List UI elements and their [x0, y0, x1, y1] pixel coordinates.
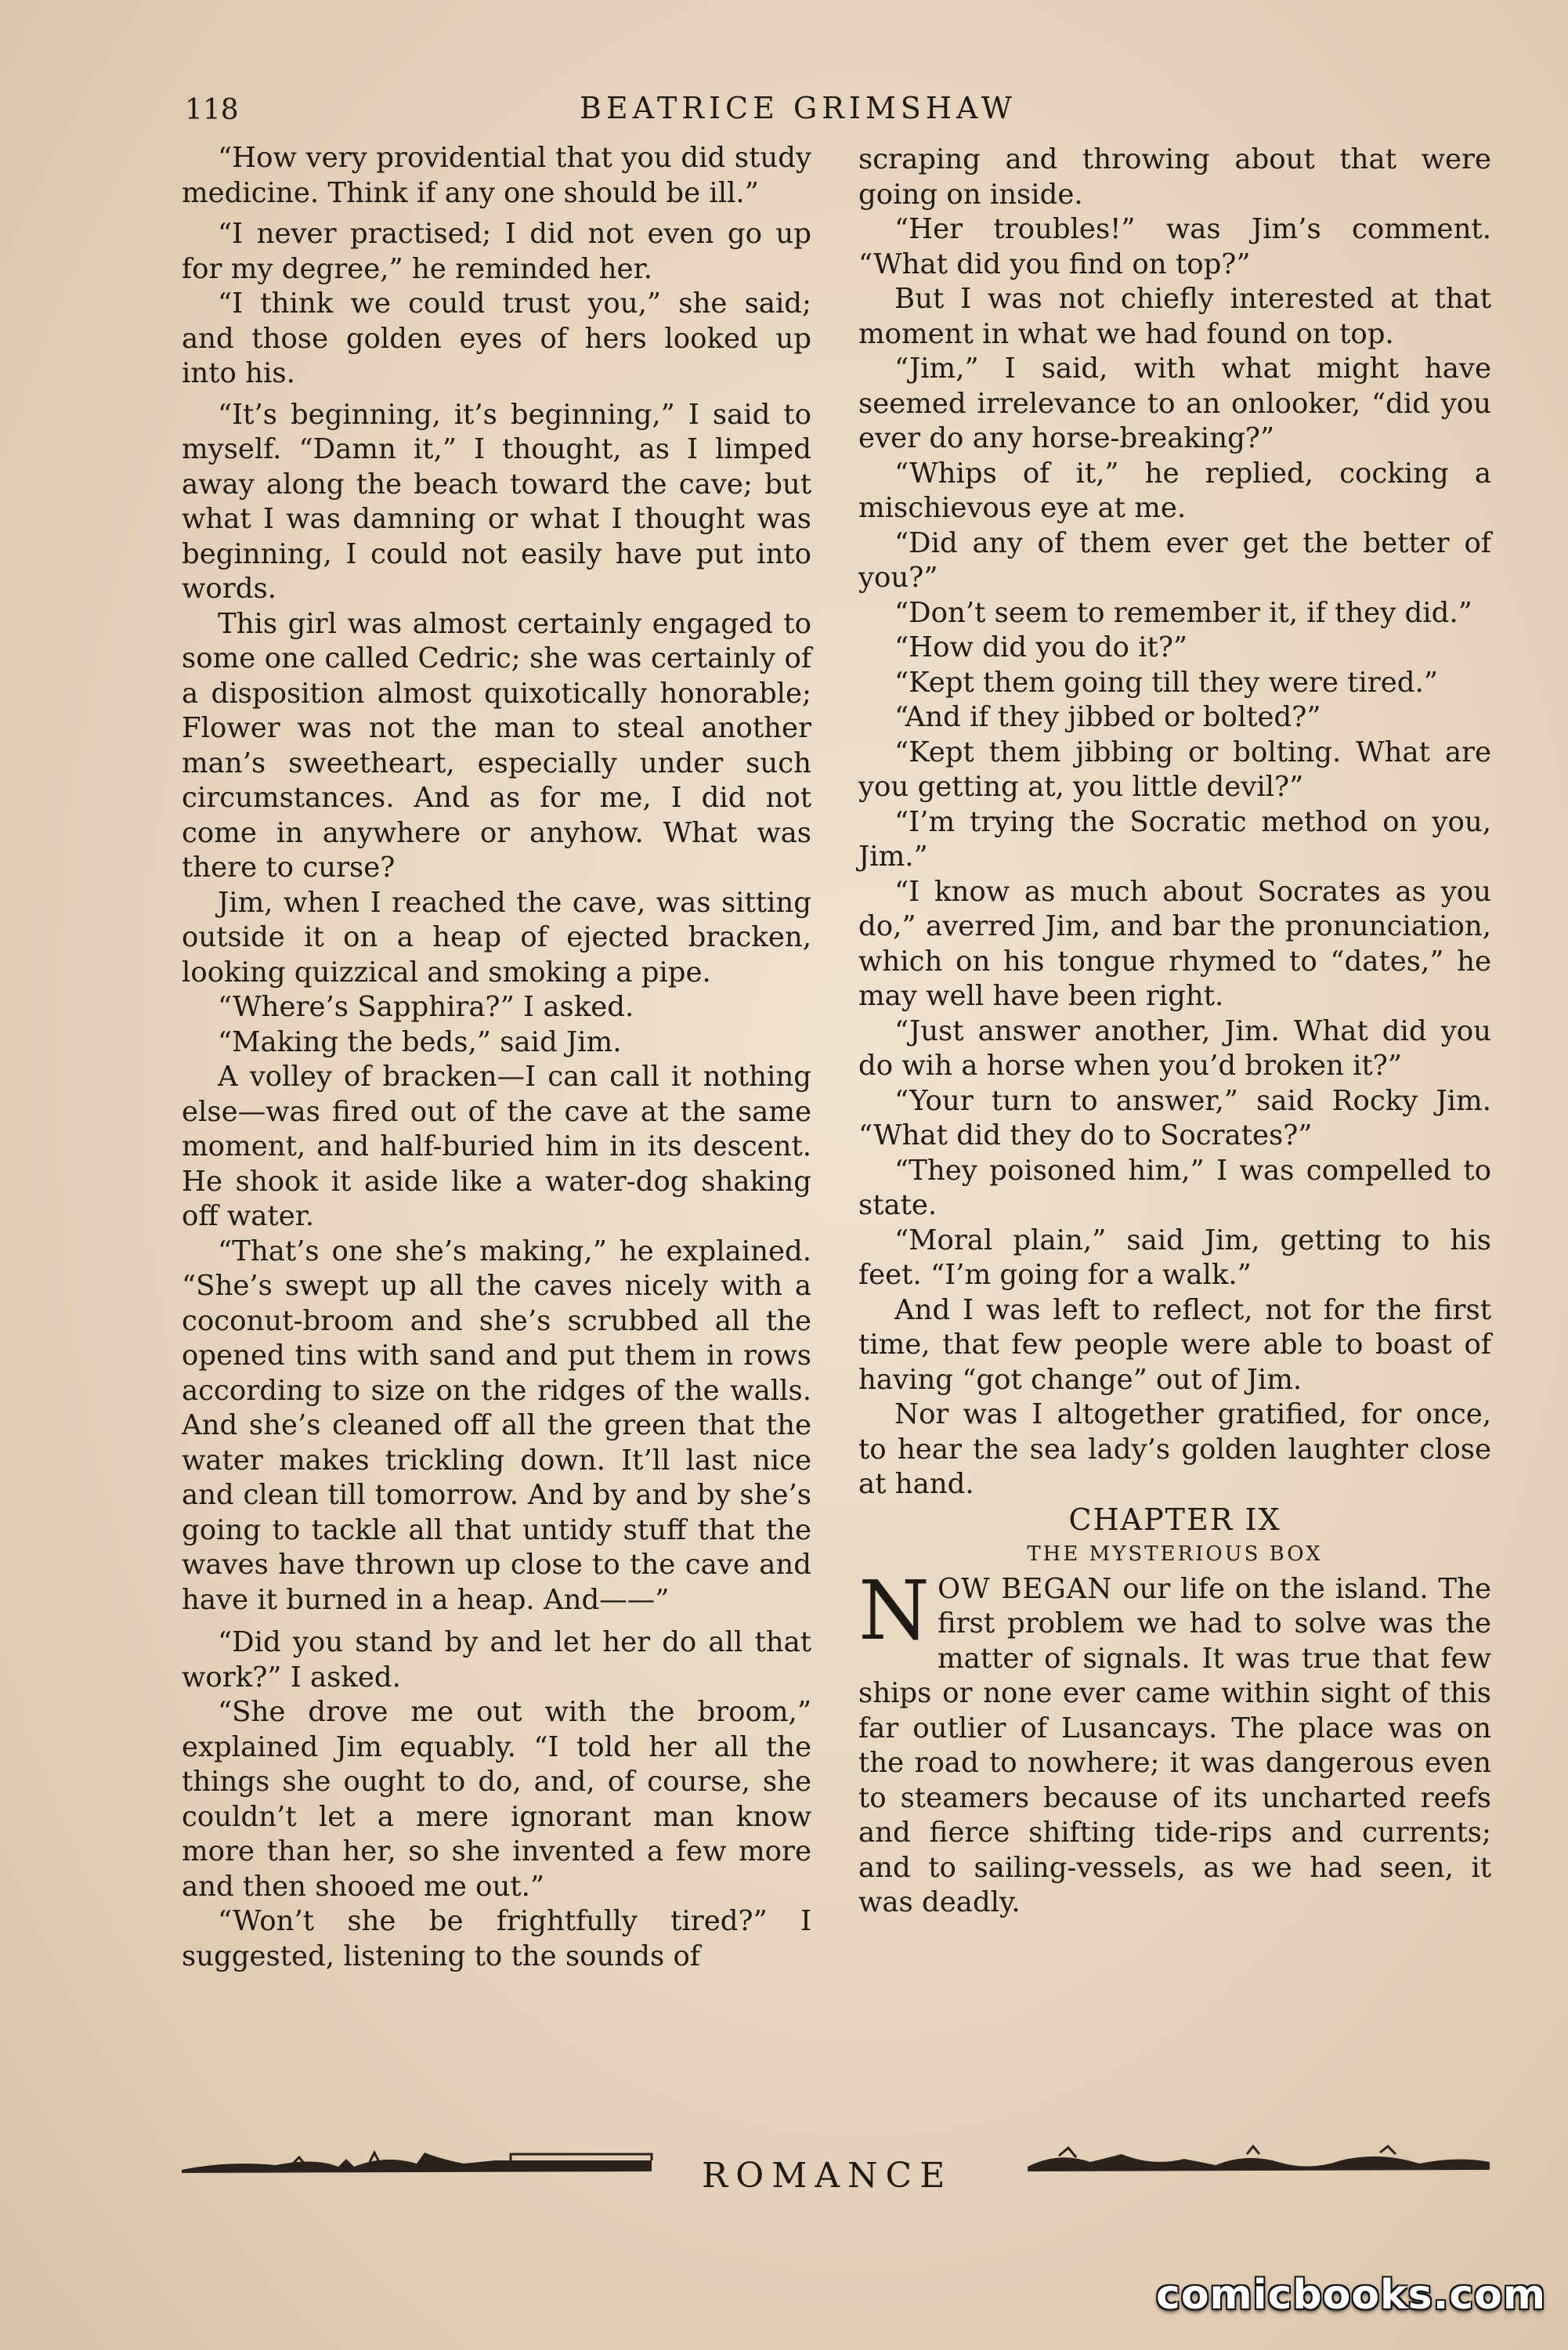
- paragraph: “Won’t she be frightfully tired?” I suggested, listening to the sounds of: [182, 1905, 811, 1972]
- page-number: 118: [185, 94, 239, 126]
- paragraph: A volley of bracken—I can call it nothing else—was fired out of the cave at the same moment, and half-buried him in its descent. He shook it aside like a water-dog shaking off water.: [182, 1061, 811, 1232]
- paragraph: “Moral plain,” said Jim, getting to his feet. “I’m going for a walk.”: [858, 1224, 1491, 1291]
- paragraph: “I never practised; I did not even go up for my degree,” he reminded her.: [182, 218, 811, 285]
- paragraph: “Kept them going till they were tired.”: [894, 666, 1438, 699]
- chapter-subtitle: THE MYSTERIOUS BOX: [1027, 1542, 1323, 1566]
- left-column: [182, 141, 811, 1974]
- paragraph: “Whips of it,” he replied, cocking a mischievous eye at me.: [858, 457, 1491, 524]
- paragraph: “How did you do it?”: [894, 631, 1187, 663]
- paragraph: “Did any of them ever get the better of you?”: [858, 526, 1491, 594]
- watermark: comicbooks.com: [1156, 2272, 1547, 2319]
- paragraph: “Your turn to answer,” said Rocky Jim. “What did they do to Socrates?”: [858, 1084, 1491, 1152]
- paragraph: “It’s beginning, it’s beginning,” I said to myself. “Damn it,” I thought, as I limped away along the beach toward the cave; but what I was damning or what I thought was beginning, I could not easily have put into words.: [182, 398, 811, 605]
- paragraph: scraping and throwing about that were going on inside.: [858, 143, 1491, 211]
- paragraph: Jim, when I reached the cave, was sitting outside it on a heap of ejected bracken, looking quizzical and smoking a pipe.: [182, 886, 811, 989]
- chapter-heading: CHAPTER IX: [1068, 1502, 1281, 1537]
- paragraph: But I was not chiefly interested at that moment in what we had found on top.: [858, 283, 1491, 350]
- paragraph: “Making the beds,” said Jim.: [218, 1025, 622, 1058]
- paragraph: “That’s one she’s making,” he explained. “She’s swept up all the caves nicely with a coconut-broom and she’s scrubbed all the opened tins with sand and put them in rows according to size on the ridges of the walls. And she’s cleaned off all the green that the water makes trickling down. It’ll last nice and clean till tomorrow. And by and by she’s going to tackle all that untidy stuff that the waves have thrown up close to the cave and have it burned in a heap. And——”: [182, 1235, 811, 1616]
- paragraph: Nor was I altogether gratified, for once, to hear the sea lady’s golden laughter close at hand.: [858, 1398, 1491, 1500]
- paragraph: This girl was almost certainly engaged to some one called Cedric; she was certainly of a disposition almost quixotically honorable; Flower was not the man to steal another man’s sweetheart, especially under such circumstances. And as for me, I did not come in anywhere or anyhow. What was there to curse?: [182, 607, 811, 884]
- right-column: [858, 143, 1491, 1921]
- paragraph: “She drove me out with the broom,” explained Jim equably. “I told her all the things she ought to do, and, of course, she couldn’t let a mere ignorant man know more than her, so she invented a few more and then shooed me out.”: [182, 1696, 811, 1903]
- paragraph: “And if they jibbed or bolted?”: [894, 701, 1321, 733]
- paragraph: “Don’t seem to remember it, if they did.”: [894, 596, 1472, 629]
- paragraph: “They poisoned him,” I was compelled to state.: [858, 1154, 1491, 1221]
- chapter-opening-paragraph: [858, 1562, 1491, 1921]
- paragraph: “Where’s Sapphira?” I asked.: [218, 991, 634, 1023]
- paragraph: “Kept them jibbing or bolting. What are you getting at, you little devil?”: [858, 736, 1491, 803]
- paragraph: “Jim,” I said, with what might have seemed irrelevance to an onlooker, “did you ever do any horse-breaking?”: [858, 352, 1491, 454]
- paragraph: “I think we could trust you,” she said; and those golden eyes of hers looked up into his.: [182, 287, 811, 389]
- opening-smallcaps: OW BEGAN: [938, 1572, 1113, 1605]
- running-head: BEATRICE GRIMSHAW: [580, 91, 1017, 125]
- paragraph: “Did you stand by and let her do all that work?” I asked.: [182, 1626, 811, 1694]
- paragraph: “I’m trying the Socratic method on you, Jim.”: [858, 805, 1491, 873]
- opening-text: our life on the island. The first problem we had to solve was the matter of signals. It was true that few ships or none ever came within sight of this far outlier of Lusancays. The place was on the road to nowhere; it was dangerous even to steamers because of its uncharted reefs and fierce shifting tide-rips and currents; and to sailing-vessels, as we had seen, it was deadly.: [858, 1572, 1491, 1918]
- drop-cap: N: [858, 1562, 930, 1658]
- paragraph: “Just answer another, Jim. What did you do wih a horse when you’d broken it?”: [858, 1014, 1491, 1082]
- paragraph: “I know as much about Socrates as you do,” averred Jim, and bar the pronunciation, which on his tongue rhymed to “dates,” he may well have been right.: [858, 875, 1491, 1012]
- paragraph: “How very providential that you did study medicine. Think if any one should be ill.”: [182, 142, 811, 209]
- footer-title: ROMANCE: [702, 2156, 953, 2196]
- paragraph: And I was left to reflect, not for the first time, that few people were able to boast of having “got change” out of Jim.: [858, 1293, 1491, 1396]
- footer-ornament-right-icon: [1012, 2143, 1498, 2178]
- footer-ornament-left-icon: [182, 2143, 667, 2178]
- paragraph: “Her troubles!” was Jim’s comment. “What did you find on top?”: [858, 213, 1491, 280]
